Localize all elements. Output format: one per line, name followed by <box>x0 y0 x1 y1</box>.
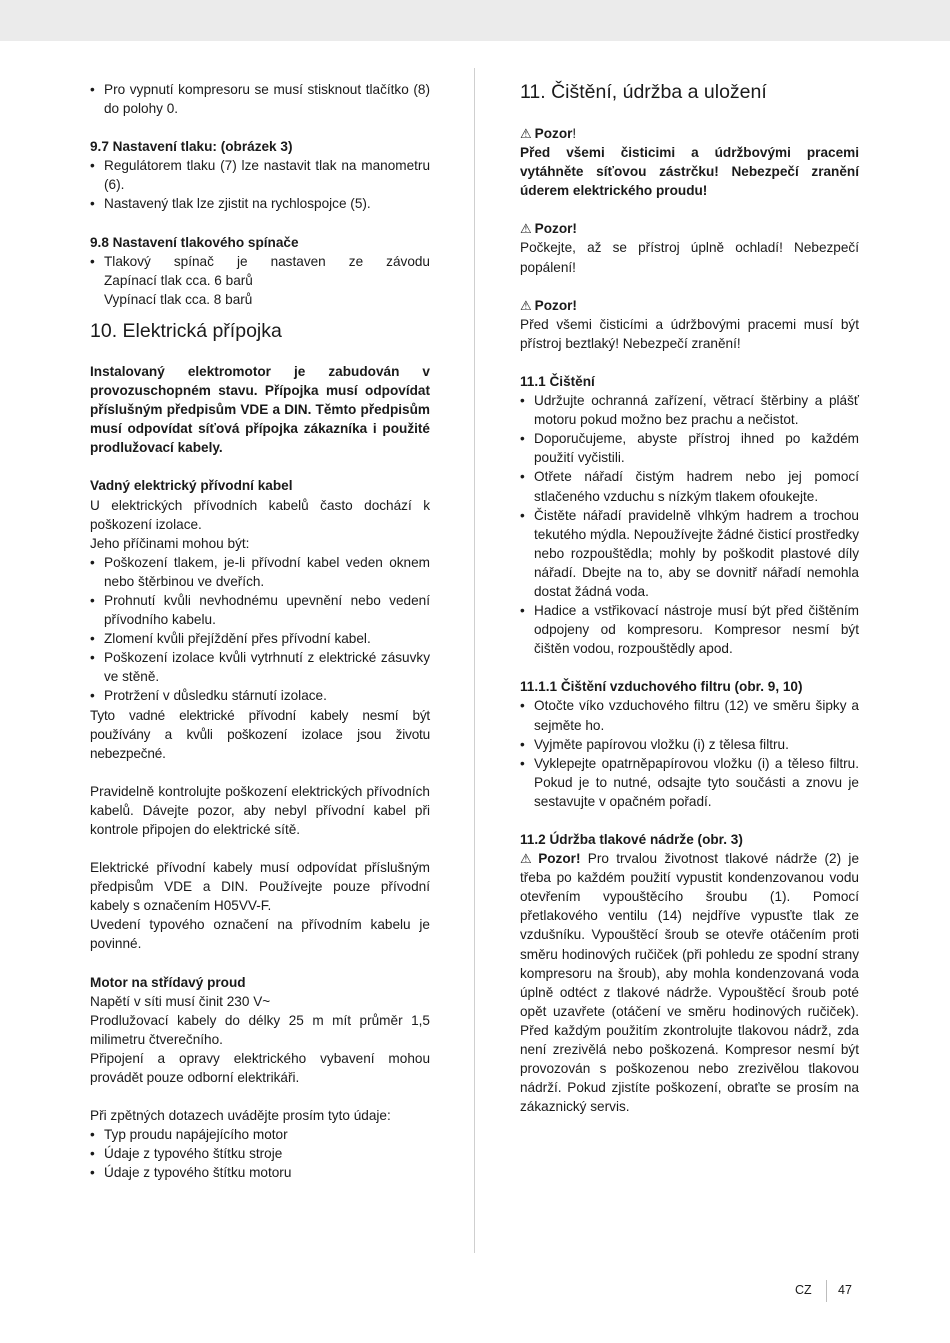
list-item: • Otřete nářadí čistým hadrem nebo jej pomocí stlačeného vzduchu s nízkým tlakem ofoukejte. <box>520 469 859 504</box>
list-item: • Vyjměte papírovou vložku (i) z tělesa filtru. <box>520 735 859 754</box>
electrical-notice: Instalovaný elektromotor je zabudován v provozuschopném stavu. Přípojka musí odpovídat příslušným předpisům VDE a DIN. Těmto předpisům musí odpovídat síťová přípojka zákazníka i použité prodlužovací kabely. <box>90 363 430 456</box>
bullet: • <box>520 431 525 447</box>
switch-off-pressure: Vypínací tlak cca. 8 barů <box>104 291 253 307</box>
warning-icon: ⚠ <box>520 221 532 237</box>
section-heading-11-1-1: 11.1.1 Čištění vzduchového filtru (obr. 9, 10) <box>520 679 803 695</box>
bullet: • <box>520 603 525 619</box>
bullet: • <box>90 592 95 608</box>
bullet: • <box>90 688 95 704</box>
header-band <box>0 0 950 41</box>
list-item: • Vyklepejte opatrněpapírovou vložku (i) a těleso filtru. Pokud je to nutné, odsajte tyto součásti a znovu je sestavujte v opačném pořadí. <box>520 755 859 809</box>
bullet: • <box>520 755 525 771</box>
list-item: • Udržujte ochranná zařízení, větrací štěrbiny a plášť motoru pokud možno bez prachu a nečistot. <box>520 393 859 428</box>
list-item: • Údaje z typového štítku motoru <box>90 1163 430 1182</box>
warning-text: Počkejte, až se přístroj úplně ochladí! Nebezpečí popálení! <box>520 240 859 275</box>
warning-heading: ⚠ Pozor! <box>520 221 577 237</box>
intro-list <box>90 80 430 118</box>
cable-heading: Vadný elektrický přívodní kabel <box>90 478 293 494</box>
bullet: • <box>90 196 95 212</box>
cable-paragraph: Elektrické přívodní kabely musí odpovídat příslušným předpisům VDE a DIN. Používejte pouze přívodní kabely s označením H05VV-F. <box>90 860 430 914</box>
bullet: • <box>90 82 95 97</box>
section-heading-11-2: 11.2 Údržba tlakové nádrže (obr. 3) <box>520 832 743 847</box>
list-item: • Prohnutí kvůli nevhodnému upevnění nebo vedení přívodního kabelu. <box>90 592 430 628</box>
motor-paragraph: Připojení a opravy elektrického vybavení mohou provádět pouze odborní elektrikáři. <box>90 1050 430 1086</box>
motor-heading: Motor na střídavý proud <box>90 974 246 990</box>
warning-heading: ⚠ Pozor! <box>520 126 577 141</box>
list-item: • Údaje z typového štítku stroje <box>90 1144 430 1163</box>
cable-paragraph: Uvedení typového označení na přívodním kabelu je povinné. <box>90 917 430 952</box>
list-item: • Hadice a vstřikovací nástroje musí být před čištěním odpojeny od kompresoru. Kompresor nesmí být čištěn vodou, rozpouštědly apod. <box>520 603 859 657</box>
bullet: • <box>520 698 525 714</box>
right-column <box>520 80 859 1116</box>
bullet: • <box>520 469 525 485</box>
cable-causes-list <box>90 553 430 706</box>
bullet: • <box>90 650 95 666</box>
section-heading-9-8: 9.8 Nastavení tlakového spínače <box>90 234 299 250</box>
filter-list <box>520 696 859 811</box>
bullet: • <box>520 736 525 752</box>
warning-heading: ⚠ Pozor! <box>520 297 577 313</box>
list-item: • Nastavený tlak lze zjistit na rychlospojce (5). <box>90 194 430 213</box>
cable-paragraph: Pravidelně kontrolujte poškození elektrických přívodních kabelů. Dávejte pozor, aby nebyl přívodní kabel při kontrole připojen do elektrické sítě. <box>90 783 430 837</box>
list-item: • Zlomení kvůli přejíždění přes přívodní kabel. <box>90 629 430 648</box>
bullet: • <box>520 507 525 523</box>
cable-paragraph: U elektrických přívodních kabelů často dochází k poškození izolace. <box>90 497 430 532</box>
left-column <box>90 80 430 1183</box>
query-paragraph: Při zpětných dotazech uvádějte prosím tyto údaje: <box>90 1108 391 1124</box>
section-title-11: 11. Čištění, údržba a uložení <box>520 81 767 103</box>
section-title-10: 10. Elektrická přípojka <box>90 319 282 342</box>
list-item: • Čistěte nářadí pravidelně vlhkým hadrem a trochou tekutého mýdla. Nepoužívejte žádné čisticí prostředky nebo rozpouštědla; mohly by poškodit plastové díly nářadí. Dbejte na to, aby se dovnitř nářadí nemohla dostat žádná voda. <box>520 507 859 599</box>
warning-icon: ⚠ <box>520 851 536 867</box>
section-9-8-list <box>90 252 430 271</box>
bullet: • <box>90 554 95 570</box>
warning-text: Před všemi čisticimi a údržbovými pracemi vytáhněte síťovou zástrčku! Nebezpečí zranění úderem elektrického proudu! <box>520 145 859 199</box>
footer-divider <box>826 1280 827 1302</box>
cable-paragraph: Jeho příčinami mohou být: <box>90 535 250 551</box>
query-list <box>90 1125 430 1182</box>
tank-maintenance-text: ⚠ Pozor! Pro trvalou životnost tlakové nádrže (2) je třeba po každém použití vypustit kondenzovanou vodu otevřením vypouštěcího šroubu (1). Pomocí přetlakového ventilu (14) nejdříve vypusťte tlak ze vzdušníku. Vypouštěcí šroub se otevře otáčením proti směru hodinových ručiček (při pohledu ze spodní strany kompresoru na šroub), aby mohla kondenzovaná voda úplně odtéct z tlakové nádrže. Vypouštěcí šroub poté opět uzavřete (otáčení ve směru hodinových ručiček). Před každým použitím zkontrolujte tlakovou nádrž, zda není zrezivělá nebo poškozená. Kompresor nesmí být provozován s poškozenou nebo zrezivělou tlakovou nádrží. Pokud zjistíte poškození, obraťte se prosím na zákaznický servis. <box>520 851 860 1115</box>
cleaning-list <box>520 391 859 658</box>
list-item: • Protržení v důsledku stárnutí izolace. <box>90 686 430 705</box>
bullet: • <box>90 1127 95 1143</box>
switch-on-pressure: Zapínací tlak cca. 6 barů <box>104 272 253 288</box>
section-9-7-list <box>90 156 430 213</box>
list-item: • Pro vypnutí kompresoru se musí stisknout tlačítko (8) do polohy 0. <box>90 82 430 117</box>
bullet: • <box>90 1146 95 1162</box>
motor-paragraph: Prodlužovací kabely do délky 25 m mít průměr 1,5 milimetru čtverečního. <box>90 1012 430 1047</box>
section-heading-11-1: 11.1 Čištění <box>520 373 595 389</box>
cable-paragraph: Tyto vadné elektrické přívodní kabely nesmí být používány a kvůli poškození izolace jsou životu nebezpečné. <box>90 707 430 761</box>
list-item: • Regulátorem tlaku (7) lze nastavit tlak na manometru (6). <box>90 158 430 193</box>
list-item: • Otočte víko vzduchového filtru (12) ve směru šipky a sejměte ho. <box>520 698 859 733</box>
list-item: • Tlakový spínač je nastaven ze závodu <box>90 252 430 271</box>
list-item: • Typ proudu napájejícího motor <box>90 1125 430 1144</box>
motor-paragraph: Napětí v síti musí činit 230 V~ <box>90 993 271 1009</box>
list-item: • Poškození izolace kvůli vytrhnutí z elektrické zásuvky ve stěně. <box>90 650 430 685</box>
bullet: • <box>90 1165 95 1181</box>
bullet: • <box>90 253 95 269</box>
column-divider <box>474 68 475 1253</box>
warning-icon: ⚠ <box>520 126 532 141</box>
section-heading-9-7: 9.7 Nastavení tlaku: (obrázek 3) <box>90 139 293 155</box>
warning-text: Před všemi čisticími a údržbovými pracemi musí být přístroj beztlaký! Nebezpečí zranění! <box>520 316 859 351</box>
footer-language: CZ <box>795 1283 812 1297</box>
page-number: 47 <box>838 1283 852 1297</box>
bullet: • <box>520 393 525 409</box>
list-item: • Poškození tlakem, je-li přívodní kabel veden oknem nebo štěrbinou ve dveřích. <box>90 554 430 589</box>
bullet: • <box>90 158 95 174</box>
warning-icon: ⚠ <box>520 297 532 313</box>
bullet: • <box>90 631 95 647</box>
list-item: • Doporučujeme, abyste přístroj ihned po každém použití vyčistili. <box>520 431 859 466</box>
